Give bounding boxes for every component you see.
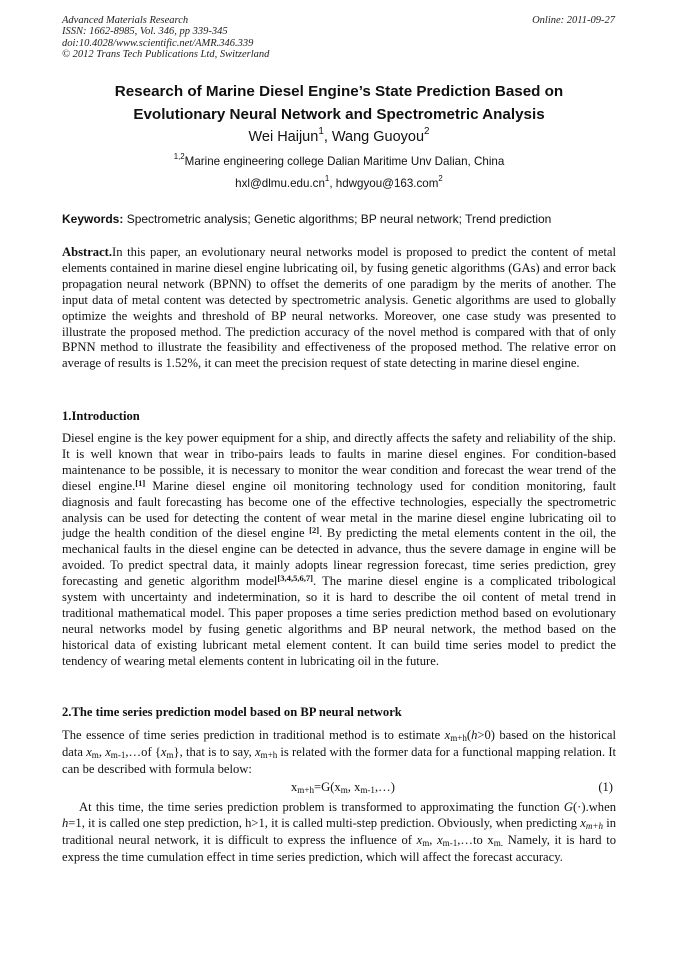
eq-sub-1: m — [340, 785, 348, 796]
equation-number: (1) — [598, 780, 613, 794]
var-h: h — [62, 815, 69, 830]
s2p1-text: , — [98, 744, 106, 759]
email-separator: , — [329, 177, 336, 190]
email-2-sup: 2 — [438, 174, 443, 184]
author-1: Wei Haijun — [248, 129, 319, 145]
eq-tail: ,…) — [374, 780, 395, 794]
var-sub: m-1 — [110, 750, 126, 761]
var-sub: m — [422, 838, 430, 849]
section-2-paragraph-2 — [62, 800, 616, 866]
var-sub: m+h — [450, 733, 467, 744]
var-sub: m. — [493, 838, 504, 849]
title-line-2: Evolutionary Neural Network and Spectrometric Analysis — [133, 106, 545, 123]
var-sub: m+h — [260, 750, 278, 761]
var-g: G — [563, 800, 573, 814]
eq-mid: , x — [347, 780, 361, 794]
s2p2-text: At this time, the time series prediction problem is transformed to approximating the function — [79, 800, 564, 814]
email-line — [62, 174, 616, 190]
author-2-sup: 2 — [424, 125, 430, 137]
section-2-heading: 2.The time series prediction model based on BP neural network — [62, 705, 402, 719]
email-1-sup: 1 — [324, 174, 330, 184]
var-x: x — [254, 744, 261, 759]
s2p1-text: ,…of { — [125, 744, 161, 759]
journal-name: Advanced Materials Research — [62, 15, 189, 26]
var-x: x — [105, 744, 111, 759]
keywords — [62, 212, 616, 226]
abstract-label: Abstract. — [62, 245, 113, 259]
affiliation-text: Marine engineering college Dalian Maritime Unv Dalian, China — [184, 155, 505, 168]
intro-text-3: . By predicting the metal elements content in the oil, the mechanical faults in the diesel engine can be detected in advance, thus the severe damage in engine will be avoided. To predict spectral data, it mainly adopts linear regression forecast, time series prediction, grey forecasting and genetic algorithm model — [62, 526, 616, 589]
equation-body — [291, 780, 395, 795]
var-sub: m — [91, 750, 99, 761]
intro-text-4: . The marine diesel engine is a complicated tribological system with uncertainty and indetermination, so it is hard to describe the oil content of metal trend in traditional mathematical model. This paper proposes a time series prediction method based on evolutionary neural networks model by fusing genetic algorithms and BP neural network, the method based on the historical data of existing lubricant metal element content. It can build time series model to predict the tendency of wearing metal elements content in lubricating oil in the future. — [62, 574, 616, 668]
author-list — [62, 125, 616, 145]
s2p2-text: =1, it is called one step prediction, h>1, it is called multi-step prediction. Obviously, when predicting — [68, 815, 581, 830]
var-sub: m — [166, 750, 174, 761]
eq-lhs-sub: m+h — [297, 785, 314, 796]
eq-rhs: =G(x — [314, 780, 341, 794]
ref-1[interactable]: [1] — [135, 477, 146, 488]
s2p2-text: Namely, it is hard to express the time cumulation effect in time series prediction, which will affect the forecast accuracy. — [62, 832, 616, 864]
var-x: x — [444, 728, 451, 742]
s2p1-text: ( — [466, 728, 472, 742]
s2p2-text: in traditional neural network, it is difficult to express the influence of — [62, 815, 616, 847]
title-line-1: Research of Marine Diesel Engine’s State Prediction Based on — [114, 83, 564, 100]
copyright-line: © 2012 Trans Tech Publications Ltd, Switzerland — [62, 48, 270, 60]
section-2-paragraph-1 — [62, 728, 616, 778]
affiliation-sup: 1,2 — [173, 152, 185, 162]
var-sub: m-1 — [442, 838, 458, 849]
affiliation — [62, 152, 616, 168]
var-x: x — [86, 744, 92, 759]
intro-text-2: Marine diesel engine oil monitoring technology used for condition monitoring, fault diagnosis and fault forecasting has become one of the effective technologies, especially the spectrometric analysis can be used for detecting the content of wear metal in the marine diesel engine lubricating oil to judge the health condition of the diesel engine — [62, 478, 616, 541]
journal-header — [62, 15, 269, 60]
eq-lhs: x — [291, 780, 298, 794]
intro-text-1: Diesel engine is the key power equipment for a ship, and directly affects the safety and reliability of the ship. It is well known that wear in tribo-pairs leads to faults in marine diesel engines. For condition-based maintenance to be possible, it is necessary to monitor the wear condition and forecast the wear trend of the diesel engine. — [62, 431, 616, 493]
author-1-sup: 1 — [318, 125, 324, 137]
keywords-text: Spectrometric analysis; Genetic algorithms; BP neural network; Trend prediction — [123, 212, 552, 226]
ref-3[interactable]: [3,4,5,6,7] — [277, 573, 314, 584]
var-h: h — [471, 728, 478, 742]
var-x: x — [437, 832, 443, 847]
abstract-text: In this paper, an evolutionary neural networks model is proposed to predict the content of metal elements contained in marine diesel engine lubricating oil, by fusing genetic algorithms (GAs) and error back propagation neural network (BPNN) to offset the demerits of one paradigm by the merits of another. The input data of metal content was detected by spectrometric analysis. Genetic algorithms are used to globally optimize the weights and threshold of BP neural networks. Moreover, one case study was presented to illustrate the proposed method. The prediction accuracy of the novel method is compared with that of only BPNN method to illustrate the feasibility and effectiveness of the proposed method. The relative error on average of results is 1.52%, it can meet the precision request of state detecting in marine diesel engine. — [62, 245, 616, 371]
s2p1-text: }, that is to say, — [173, 744, 255, 759]
email-2[interactable]: hdwgyou@163.com — [335, 177, 439, 190]
issn-line: ISSN: 1662-8985, Vol. 346, pp 339-345 — [62, 26, 228, 38]
doi-line: doi:10.4028/www.scientific.net/AMR.346.339 — [62, 37, 254, 49]
author-2: Wang Guoyou — [331, 129, 425, 145]
s2p1-text: The essence of time series prediction in traditional method is to estimate — [62, 728, 445, 742]
abstract — [62, 245, 616, 372]
ref-2[interactable]: [2] — [309, 525, 320, 536]
online-date: Online: 2011-09-27 — [532, 15, 615, 26]
var-x: x — [416, 832, 423, 847]
s2p2-text: (·).when — [572, 800, 616, 814]
author-separator: , — [323, 129, 332, 145]
email-1[interactable]: hxl@dlmu.edu.cn — [235, 177, 325, 190]
keywords-label: Keywords: — [62, 212, 124, 226]
var-x: x — [580, 815, 586, 830]
paper-title — [62, 80, 616, 126]
section-1-heading: 1.Introduction — [62, 409, 140, 423]
s2p2-text: ,…to x — [457, 832, 494, 847]
s2p2-text: , — [429, 832, 438, 847]
s2p1-text: >0) based on the historical data — [62, 728, 616, 759]
s2p1-text: is related with the former data for a functional mapping relation. It can be described with formula below: — [62, 744, 617, 776]
var-x: x — [160, 744, 167, 759]
var-sub: m+h — [585, 821, 604, 832]
eq-sub-2: m-1 — [360, 785, 375, 796]
introduction-paragraph — [62, 431, 616, 670]
